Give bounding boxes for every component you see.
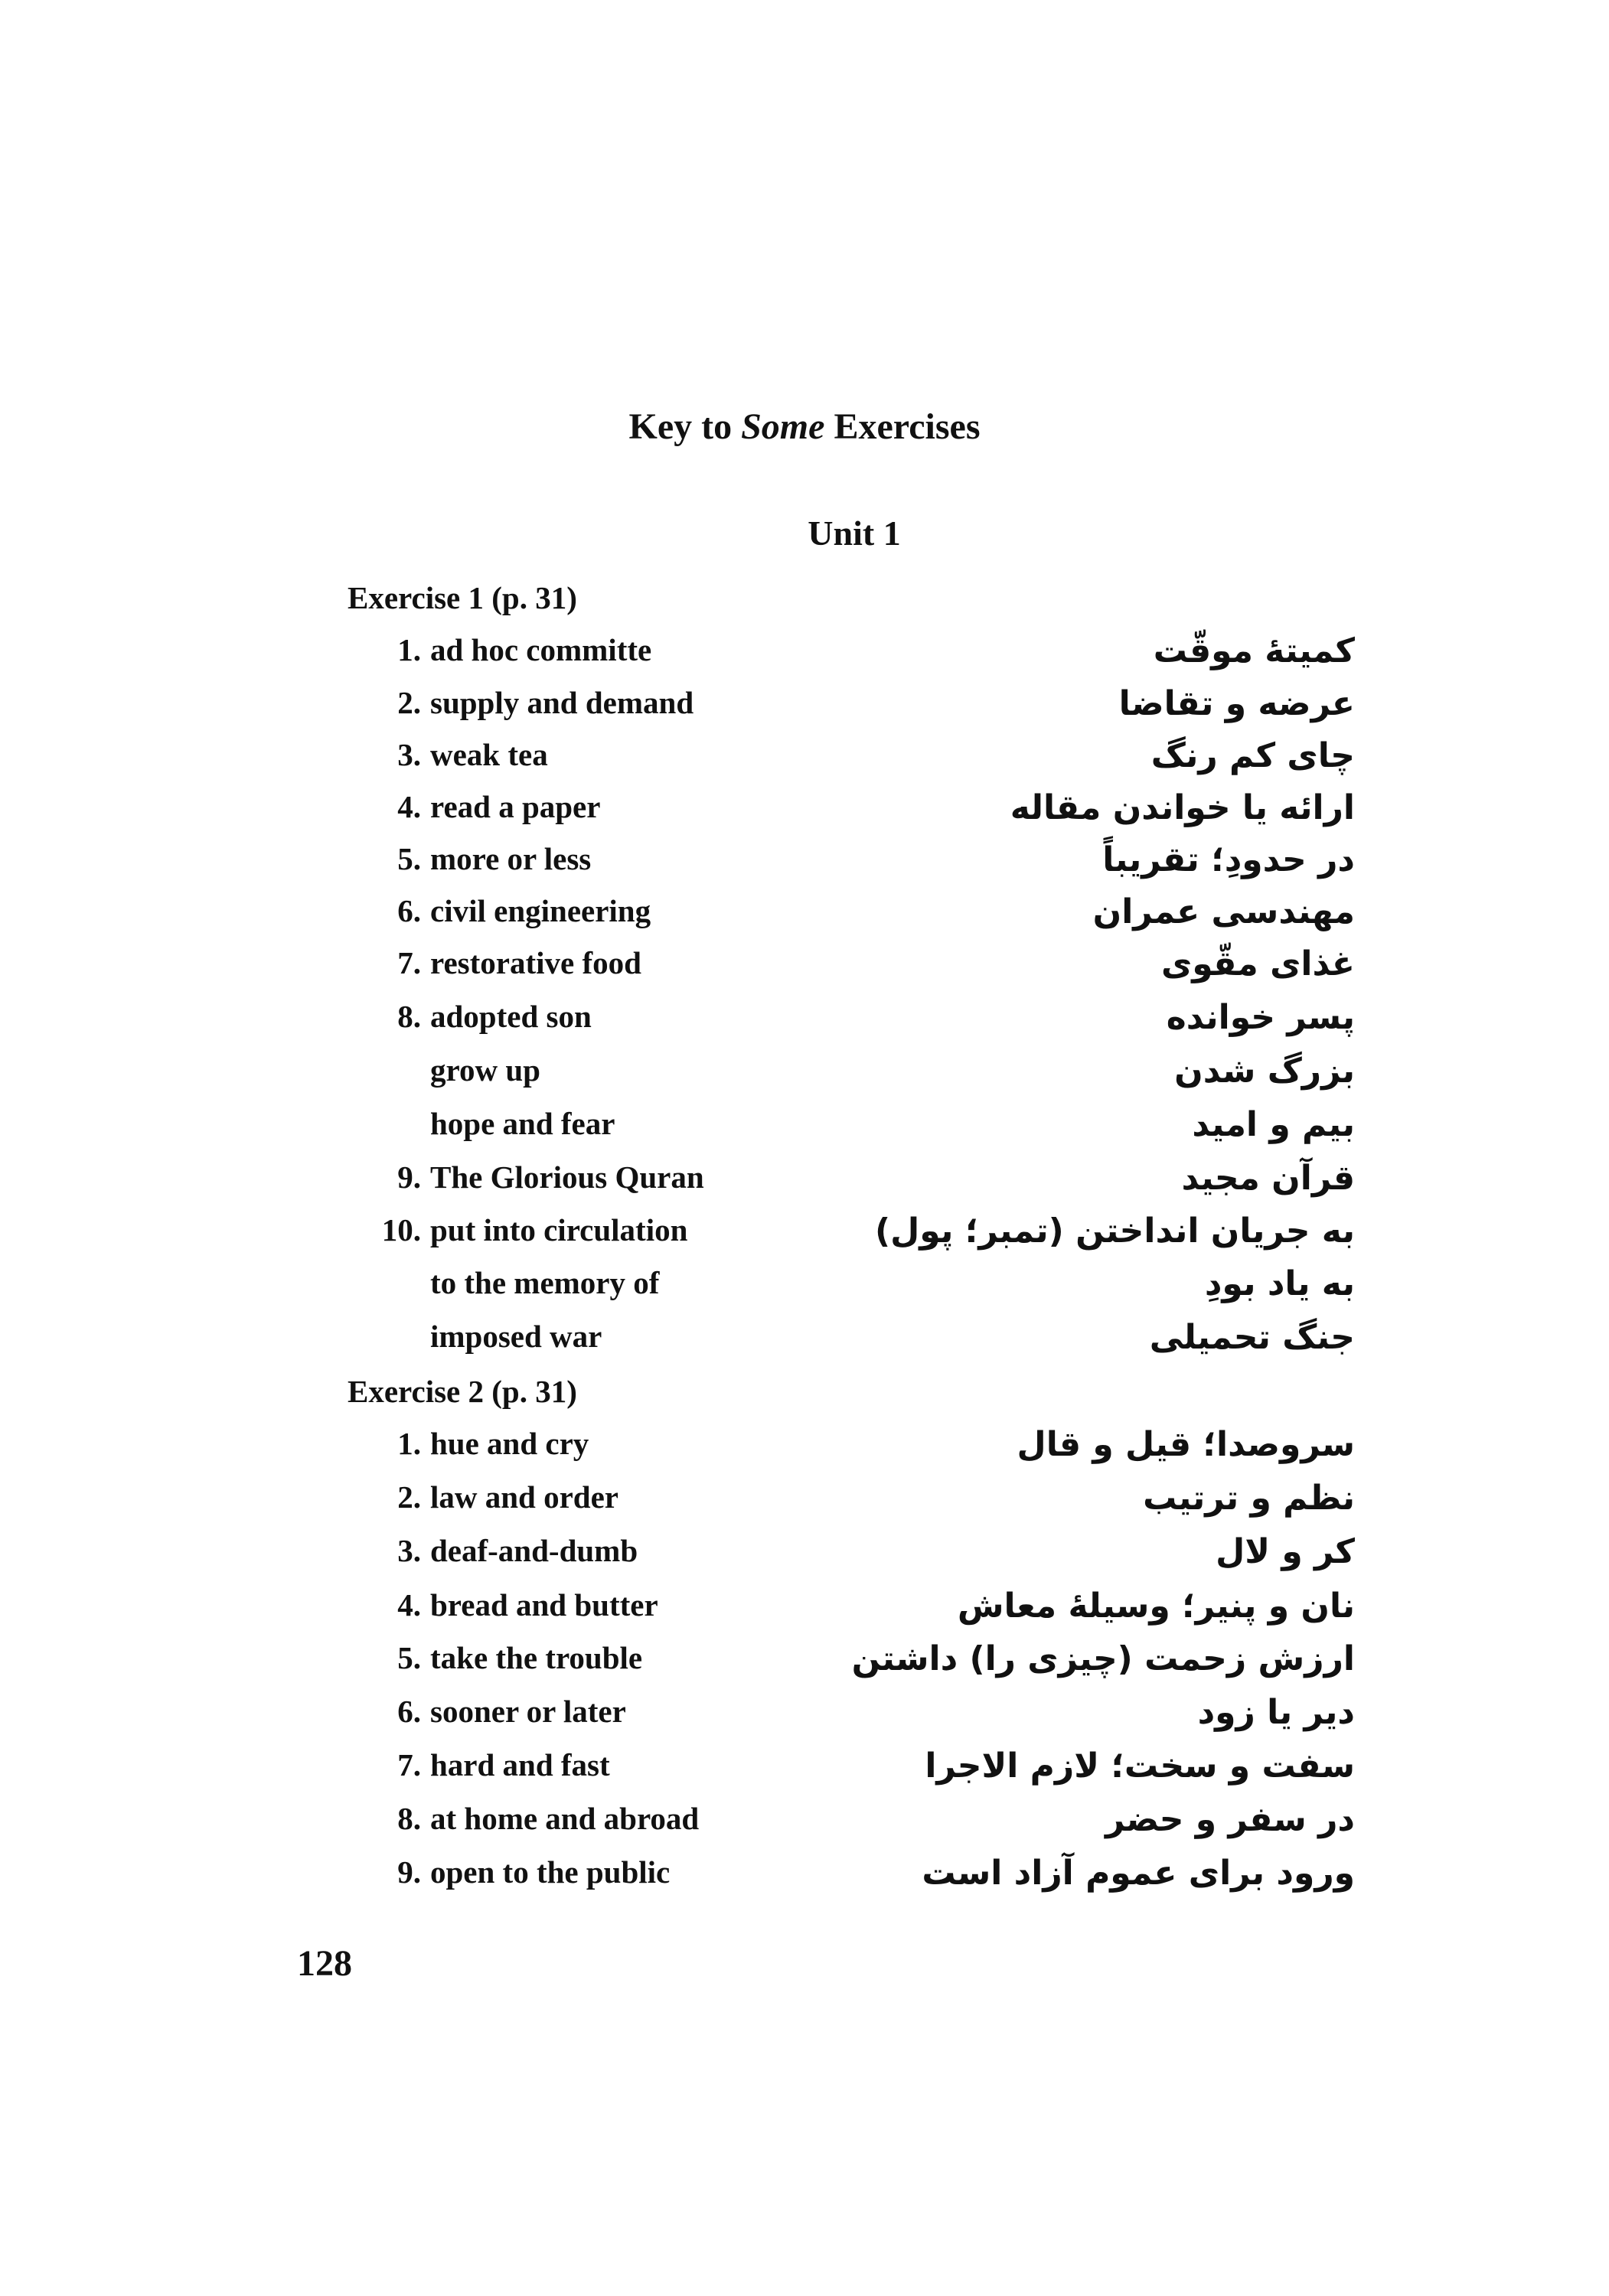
english-phrase: hue and cry — [430, 1426, 589, 1461]
english-phrase: ad hoc committe — [430, 632, 652, 667]
list-item — [0, 1639, 1609, 1682]
list-item — [0, 1854, 1609, 1896]
item-number: 8. — [397, 999, 421, 1034]
english-phrase: read a paper — [430, 789, 601, 824]
persian-translation: کر و لال — [1216, 1532, 1355, 1571]
list-item — [0, 788, 1609, 831]
persian-translation: قرآن مجید — [1181, 1159, 1355, 1198]
persian-translation: جنگ تحمیلی — [1149, 1318, 1355, 1357]
persian-translation: ارزش زحمت (چیزی را) داشتن — [851, 1639, 1355, 1678]
list-item — [0, 840, 1609, 883]
persian-translation: به جریان انداختن (تمبر؛ پول) — [875, 1212, 1355, 1251]
english-phrase: law and order — [430, 1479, 618, 1515]
item-number: 8. — [397, 1801, 421, 1836]
english-phrase: put into circulation — [430, 1212, 688, 1247]
persian-translation: غذای مقّوی — [1160, 944, 1355, 983]
item-number: 9. — [397, 1854, 421, 1890]
english-phrase: open to the public — [430, 1854, 671, 1890]
persian-translation: در سفر و حضر — [1105, 1800, 1355, 1839]
title-part-2: Some — [741, 406, 825, 447]
persian-translation: نظم و ترتیب — [1143, 1479, 1355, 1518]
english-phrase: weak tea — [430, 737, 548, 772]
english-phrase: deaf-and-dumb — [430, 1533, 638, 1568]
english-phrase: civil engineering — [430, 893, 651, 928]
list-item — [0, 1212, 1609, 1254]
list-item — [0, 1587, 1609, 1629]
item-number: 7. — [397, 1747, 421, 1782]
persian-translation: نان و پنیر؛ وسیلهٔ معاش — [957, 1587, 1355, 1626]
list-item — [0, 998, 1609, 1041]
list-item — [0, 892, 1609, 935]
list-item — [0, 1105, 1609, 1148]
english-phrase: sooner or later — [430, 1694, 626, 1729]
persian-translation: بیم و امید — [1192, 1105, 1355, 1144]
list-item — [0, 631, 1609, 674]
persian-translation: پسر خوانده — [1166, 998, 1355, 1037]
english-phrase: hard and fast — [430, 1747, 610, 1782]
english-phrase: bread and butter — [430, 1587, 658, 1623]
list-item — [0, 1052, 1609, 1094]
list-item — [0, 736, 1609, 779]
exercise-2-heading: Exercise 2 (p. 31) — [348, 1374, 577, 1409]
persian-translation: سفت و سخت؛ لازم الاجرا — [925, 1746, 1355, 1786]
list-item — [0, 1693, 1609, 1736]
english-phrase: grow up — [430, 1052, 540, 1088]
english-phrase: supply and demand — [430, 685, 694, 720]
english-phrase: imposed war — [430, 1319, 602, 1354]
item-number: 3. — [397, 1533, 421, 1568]
persian-translation: دیر یا زود — [1197, 1693, 1355, 1732]
list-item — [0, 1479, 1609, 1521]
english-phrase: at home and abroad — [430, 1801, 700, 1836]
english-phrase: restorative food — [430, 945, 641, 980]
list-item — [0, 1318, 1609, 1361]
item-number: 5. — [397, 1640, 421, 1675]
persian-translation: به یاد بودِ — [1204, 1264, 1355, 1303]
item-number: 2. — [397, 685, 421, 720]
persian-translation: ارائه یا خواندن مقاله — [1010, 788, 1355, 827]
item-number: 6. — [397, 1694, 421, 1729]
persian-translation: ورود برای عموم آزاد است — [922, 1854, 1355, 1893]
list-item — [0, 1746, 1609, 1789]
english-phrase: adopted son — [430, 999, 592, 1034]
item-number: 6. — [397, 893, 421, 928]
page-number: 128 — [297, 1943, 352, 1984]
persian-translation: کمیتهٔ موقّت — [1153, 631, 1355, 670]
list-item — [0, 1425, 1609, 1468]
item-number: 5. — [397, 841, 421, 876]
persian-translation: سروصدا؛ قیل و قال — [1017, 1425, 1355, 1464]
list-item — [0, 944, 1609, 987]
list-item — [0, 1159, 1609, 1202]
persian-translation: چای کم رنگ — [1150, 736, 1355, 775]
english-phrase: to the memory of — [430, 1265, 660, 1300]
item-number: 3. — [397, 737, 421, 772]
persian-translation: در حدودِ؛ تقریباً — [1102, 840, 1355, 879]
list-item — [0, 684, 1609, 727]
persian-translation: بزرگ شدن — [1174, 1052, 1355, 1091]
english-phrase: more or less — [430, 841, 592, 876]
list-item — [0, 1532, 1609, 1575]
unit-heading: Unit 1 — [808, 514, 901, 553]
title-part-3: Exercises — [824, 406, 981, 447]
list-item — [0, 1264, 1609, 1307]
item-number: 10. — [381, 1212, 421, 1247]
persian-translation: مهندسی عمران — [1092, 892, 1355, 931]
persian-translation: عرضه و تقاضا — [1118, 684, 1355, 723]
english-phrase: The Glorious Quran — [430, 1159, 704, 1195]
item-number: 1. — [397, 632, 421, 667]
title-part-1: Key to — [628, 406, 742, 447]
list-item — [0, 1800, 1609, 1843]
item-number: 7. — [397, 945, 421, 980]
item-number: 2. — [397, 1479, 421, 1515]
item-number: 1. — [397, 1426, 421, 1461]
english-phrase: hope and fear — [430, 1106, 615, 1141]
page-title — [0, 406, 1609, 448]
item-number: 4. — [397, 789, 421, 824]
item-number: 9. — [397, 1159, 421, 1195]
item-number: 4. — [397, 1587, 421, 1623]
exercise-1-heading: Exercise 1 (p. 31) — [348, 580, 577, 615]
english-phrase: take the trouble — [430, 1640, 643, 1675]
